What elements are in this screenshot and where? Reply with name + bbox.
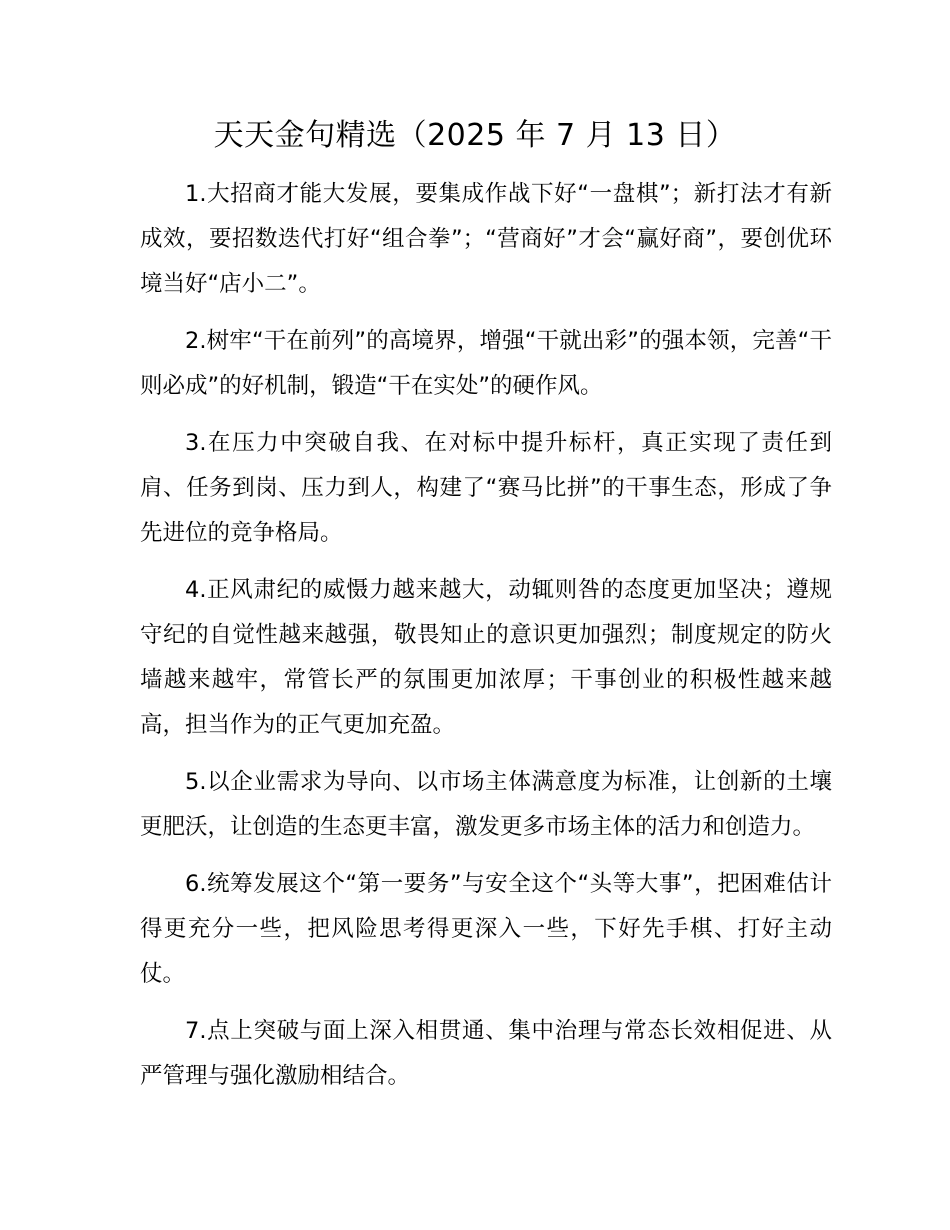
- paragraph-6: 6.统筹发展这个“第一要务”与安全这个“头等大事”，把困难估计得更充分一些，把风险思考得更深入一些，下好先手棋、打好主动仗。: [140, 871, 832, 987]
- page-title: 天天金句精选（2025 年 7 月 13 日）: [213, 118, 737, 153]
- paragraph-7: 7.点上突破与面上深入相贯通、集中治理与常态长效相促进、从严管理与强化激励相结合。: [140, 1018, 832, 1089]
- paragraph-5: 5.以企业需求为导向、以市场主体满意度为标准，让创新的土壤更肥沃，让创造的生态更丰富，激发更多市场主体的活力和创造力。: [140, 769, 832, 840]
- paragraph-4: 4.正风肃纪的威慑力越来越大，动辄则咎的态度更加坚决；遵规守纪的自觉性越来越强，敬畏知止的意识更加强烈；制度规定的防火墙越来越牢，常管长严的氛围更加浓厚；干事创业的积极性越来越高，担当作为的正气更加充盈。: [140, 577, 832, 738]
- document-body: [140, 172, 832, 1111]
- paragraph-3: 3.在压力中突破自我、在对标中提升标杆，真正实现了责任到肩、任务到岗、压力到人，构建了“赛马比拼”的干事生态，形成了争先进位的竞争格局。: [140, 430, 832, 546]
- paragraph-2: 2.树牢“干在前列”的高境界，增强“干就出彩”的强本领，完善“干则必成”的好机制，锻造“干在实处”的硬作风。: [140, 328, 832, 399]
- paragraph-1: 1.大招商才能大发展，要集成作战下好“一盘棋”；新打法才有新成效，要招数迭代打好“组合拳”；“营商好”才会“赢好商”，要创优环境当好“店小二”。: [140, 181, 832, 297]
